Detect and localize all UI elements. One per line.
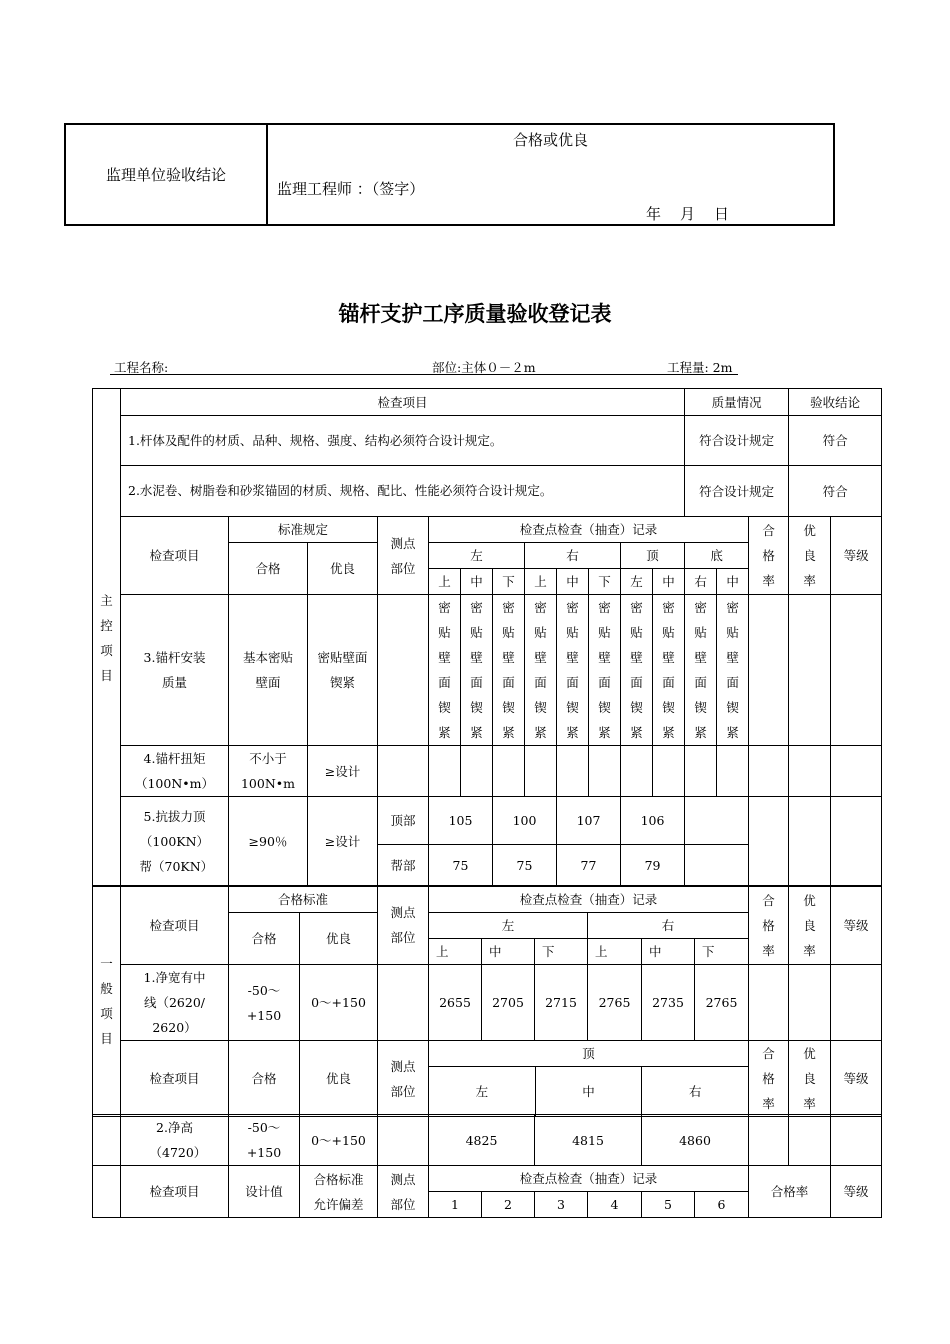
sub-header-grade: 等级 — [831, 517, 882, 595]
width-value: 2765 — [695, 965, 749, 1041]
width-point — [378, 965, 429, 1041]
install-cell: 密贴壁面锲紧 — [493, 595, 525, 746]
height-excellent-rate — [789, 1115, 831, 1166]
install-cell: 密贴壁面锲紧 — [621, 595, 653, 746]
torque-cell — [557, 746, 589, 797]
sub-header-item: 检查项目 — [121, 517, 229, 595]
h2-col: 右 — [688, 1084, 702, 1099]
width-excellent: 0～+150 — [300, 965, 378, 1041]
torque-excellent: ≥设计 — [308, 746, 378, 797]
h2-point: 测点部位 — [378, 1041, 429, 1117]
h3-item: 检查项目 — [121, 1166, 229, 1218]
sub-header-record: 检查点检查（抽查）记录 — [429, 517, 749, 543]
pos-cell: 中 — [461, 569, 493, 595]
width-value: 2705 — [482, 965, 535, 1041]
general-section-cont2 — [93, 1166, 121, 1218]
sub-header-excellent-rate: 优良率 — [789, 517, 831, 595]
pos-cell: 下 — [493, 569, 525, 595]
width-value: 2655 — [429, 965, 482, 1041]
pos-cell: 上 — [429, 569, 461, 595]
h2-excellent-rate: 优良率 — [789, 1041, 831, 1117]
torque-cell — [493, 746, 525, 797]
install-grade — [831, 595, 882, 746]
torque-cell — [717, 746, 749, 797]
pullout-grade — [831, 797, 882, 887]
h3-design: 设计值 — [229, 1166, 300, 1218]
h3-tolerance: 合格标准允许偏差 — [300, 1166, 378, 1218]
install-cell: 密贴壁面锲紧 — [589, 595, 621, 746]
pullout-top-value: 107 — [557, 797, 621, 845]
row2-conclusion: 符合 — [789, 466, 882, 517]
torque-rate — [749, 746, 789, 797]
width-pass: -50～+150 — [229, 965, 300, 1041]
pos-cell: 中 — [653, 569, 685, 595]
row1-quality: 符合设计规定 — [685, 416, 789, 466]
torque-cell — [685, 746, 717, 797]
torque-cell — [461, 746, 493, 797]
install-cell: 密贴壁面锲紧 — [525, 595, 557, 746]
main-section-label: 主控项目 — [93, 389, 121, 887]
torque-excellent-rate — [789, 746, 831, 797]
sub-header-point: 测点部位 — [378, 517, 429, 595]
height-value: 4825 — [429, 1115, 535, 1166]
general-table-lower — [92, 1114, 882, 1218]
width-rate — [749, 965, 789, 1041]
gen-header-record: 检查点检查（抽查）记录 — [429, 886, 749, 913]
height-item: 2.净高（4720） — [121, 1115, 229, 1166]
width-value: 2735 — [642, 965, 695, 1041]
pullout-side-value: 77 — [557, 845, 621, 887]
pullout-top-label: 顶部 — [378, 797, 429, 845]
gen-header-standard: 合格标准 — [229, 886, 378, 913]
quantity-label: 工程量: 2m — [667, 360, 733, 375]
general-table — [92, 885, 882, 1117]
gen-pos-cell: 下 — [695, 939, 749, 965]
h2-pass: 合格 — [229, 1041, 300, 1117]
row1-item: 1.杆体及配件的材质、品种、规格、强度、结构必须符合设计规定。 — [121, 416, 685, 466]
install-pass: 基本密贴壁面 — [229, 595, 308, 746]
sub-header-standard: 标准规定 — [229, 517, 378, 543]
h3-number: 3 — [535, 1192, 588, 1218]
pullout-excellent: ≥设计 — [308, 797, 378, 887]
gen-header-point: 测点部位 — [378, 886, 429, 965]
pullout-top-value: 100 — [493, 797, 557, 845]
pullout-side-label: 帮部 — [378, 845, 429, 887]
side-top: 顶 — [621, 543, 685, 569]
width-value: 2715 — [535, 965, 588, 1041]
header-item: 检查项目 — [121, 389, 685, 416]
install-cell: 密贴壁面锲紧 — [717, 595, 749, 746]
h2-top-group — [429, 1041, 749, 1117]
h2-top: 顶 — [429, 1041, 748, 1067]
width-value: 2765 — [588, 965, 642, 1041]
general-section-label: 一般项目 — [93, 886, 121, 1117]
torque-grade — [831, 746, 882, 797]
sub-header-pass: 合格 — [229, 543, 308, 595]
row2-item: 2.水泥卷、树脂卷和砂浆锚固的材质、规格、配比、性能必须符合设计规定。 — [121, 466, 685, 517]
pullout-item: 5.抗拔力顶（100KN）帮（70KN） — [121, 797, 229, 887]
install-cell: 密贴壁面锲紧 — [429, 595, 461, 746]
height-point — [378, 1115, 429, 1166]
pullout-side-value: 79 — [621, 845, 685, 887]
pullout-excellent-rate — [789, 797, 831, 887]
verdict-text: 合格或优良 — [512, 131, 588, 149]
pos-cell: 左 — [621, 569, 653, 595]
h2-grade: 等级 — [831, 1041, 882, 1117]
general-section-cont — [93, 1115, 121, 1166]
gen-header-grade: 等级 — [831, 886, 882, 965]
side-bottom: 底 — [685, 543, 749, 569]
inspection-table — [92, 388, 882, 887]
torque-point — [378, 746, 429, 797]
height-value: 4860 — [642, 1115, 749, 1166]
h2-col: 中 — [536, 1067, 643, 1116]
gen-header-rate: 合格率 — [749, 886, 789, 965]
project-name-label: 工程名称: — [114, 360, 169, 375]
location-label: 部位:主体０－２m — [432, 360, 536, 375]
install-cell: 密贴壁面锲紧 — [557, 595, 589, 746]
pos-cell: 右 — [685, 569, 717, 595]
h3-record: 检查点检查（抽查）记录 — [429, 1166, 749, 1192]
pullout-pass: ≥90％ — [229, 797, 308, 887]
torque-cell — [429, 746, 461, 797]
side-right: 右 — [525, 543, 621, 569]
install-cell: 密贴壁面锲紧 — [461, 595, 493, 746]
engineer-signature-label: 监理工程师 ：（签字） — [277, 180, 425, 198]
h3-rate: 合格率 — [749, 1166, 831, 1218]
h2-col: 左 — [429, 1067, 536, 1116]
gen-header-item: 检查项目 — [121, 886, 229, 965]
sub-header-excellent: 优良 — [308, 543, 378, 595]
h3-number: 4 — [588, 1192, 642, 1218]
gen-pos-cell: 上 — [429, 939, 482, 965]
h3-number: 6 — [695, 1192, 749, 1218]
height-rate — [749, 1115, 789, 1166]
install-excellent-rate — [789, 595, 831, 746]
h3-number: 2 — [482, 1192, 535, 1218]
pos-cell: 下 — [589, 569, 621, 595]
install-rate — [749, 595, 789, 746]
h3-grade: 等级 — [831, 1166, 882, 1218]
gen-header-left: 左 — [429, 913, 588, 939]
gen-pos-cell: 上 — [588, 939, 642, 965]
height-excellent: 0～+150 — [300, 1115, 378, 1166]
torque-cell — [525, 746, 557, 797]
width-excellent-rate — [789, 965, 831, 1041]
install-point — [378, 595, 429, 746]
install-cell: 密贴壁面锲紧 — [653, 595, 685, 746]
h2-excellent: 优良 — [300, 1041, 378, 1117]
info-line — [110, 356, 738, 375]
height-grade — [831, 1115, 882, 1166]
gen-header-pass: 合格 — [229, 913, 300, 965]
h2-item: 检查项目 — [121, 1041, 229, 1117]
h3-number: 1 — [429, 1192, 482, 1218]
install-cell: 密贴壁面锲紧 — [685, 595, 717, 746]
row1-conclusion: 符合 — [789, 416, 882, 466]
height-pass: -50～+150 — [229, 1115, 300, 1166]
torque-item: 4.锚杆扭矩（100N•m） — [121, 746, 229, 797]
page-title: 锚杆支护工序质量验收登记表 — [338, 302, 612, 326]
gen-header-excellent-rate: 优良率 — [789, 886, 831, 965]
width-item: 1.净宽有中线（2620/2620） — [121, 965, 229, 1041]
side-left: 左 — [429, 543, 525, 569]
height-value: 4815 — [535, 1115, 642, 1166]
supervision-content — [268, 125, 833, 224]
header-conclusion: 验收结论 — [789, 389, 882, 416]
torque-cell — [589, 746, 621, 797]
pullout-side-value: 75 — [493, 845, 557, 887]
install-item: 3.锚杆安装质量 — [121, 595, 229, 746]
gen-pos-cell: 下 — [535, 939, 588, 965]
h3-point: 测点部位 — [378, 1166, 429, 1218]
pullout-top-value: 105 — [429, 797, 493, 845]
torque-pass: 不小于100N•m — [229, 746, 308, 797]
pos-cell: 上 — [525, 569, 557, 595]
pos-cell: 中 — [717, 569, 749, 595]
pullout-side-empty — [685, 845, 749, 887]
gen-pos-cell: 中 — [642, 939, 695, 965]
width-grade — [831, 965, 882, 1041]
sub-header-rate: 合格率 — [749, 517, 789, 595]
pullout-rate — [749, 797, 789, 887]
pullout-top-value: 106 — [621, 797, 685, 845]
install-excellent: 密贴壁面锲紧 — [308, 595, 378, 746]
supervision-label: 监理单位验收结论 — [66, 125, 268, 224]
gen-header-excellent: 优良 — [300, 913, 378, 965]
gen-pos-cell: 中 — [482, 939, 535, 965]
torque-cell — [621, 746, 653, 797]
h3-number: 5 — [642, 1192, 695, 1218]
pullout-top-empty — [685, 797, 749, 845]
pos-cell: 中 — [557, 569, 589, 595]
supervision-box — [64, 123, 835, 226]
header-quality: 质量情况 — [685, 389, 789, 416]
row2-quality: 符合设计规定 — [685, 466, 789, 517]
date-label: 年 月 日 — [646, 205, 732, 223]
torque-cell — [653, 746, 685, 797]
h2-rate: 合格率 — [749, 1041, 789, 1117]
gen-header-right: 右 — [588, 913, 749, 939]
pullout-side-value: 75 — [429, 845, 493, 887]
